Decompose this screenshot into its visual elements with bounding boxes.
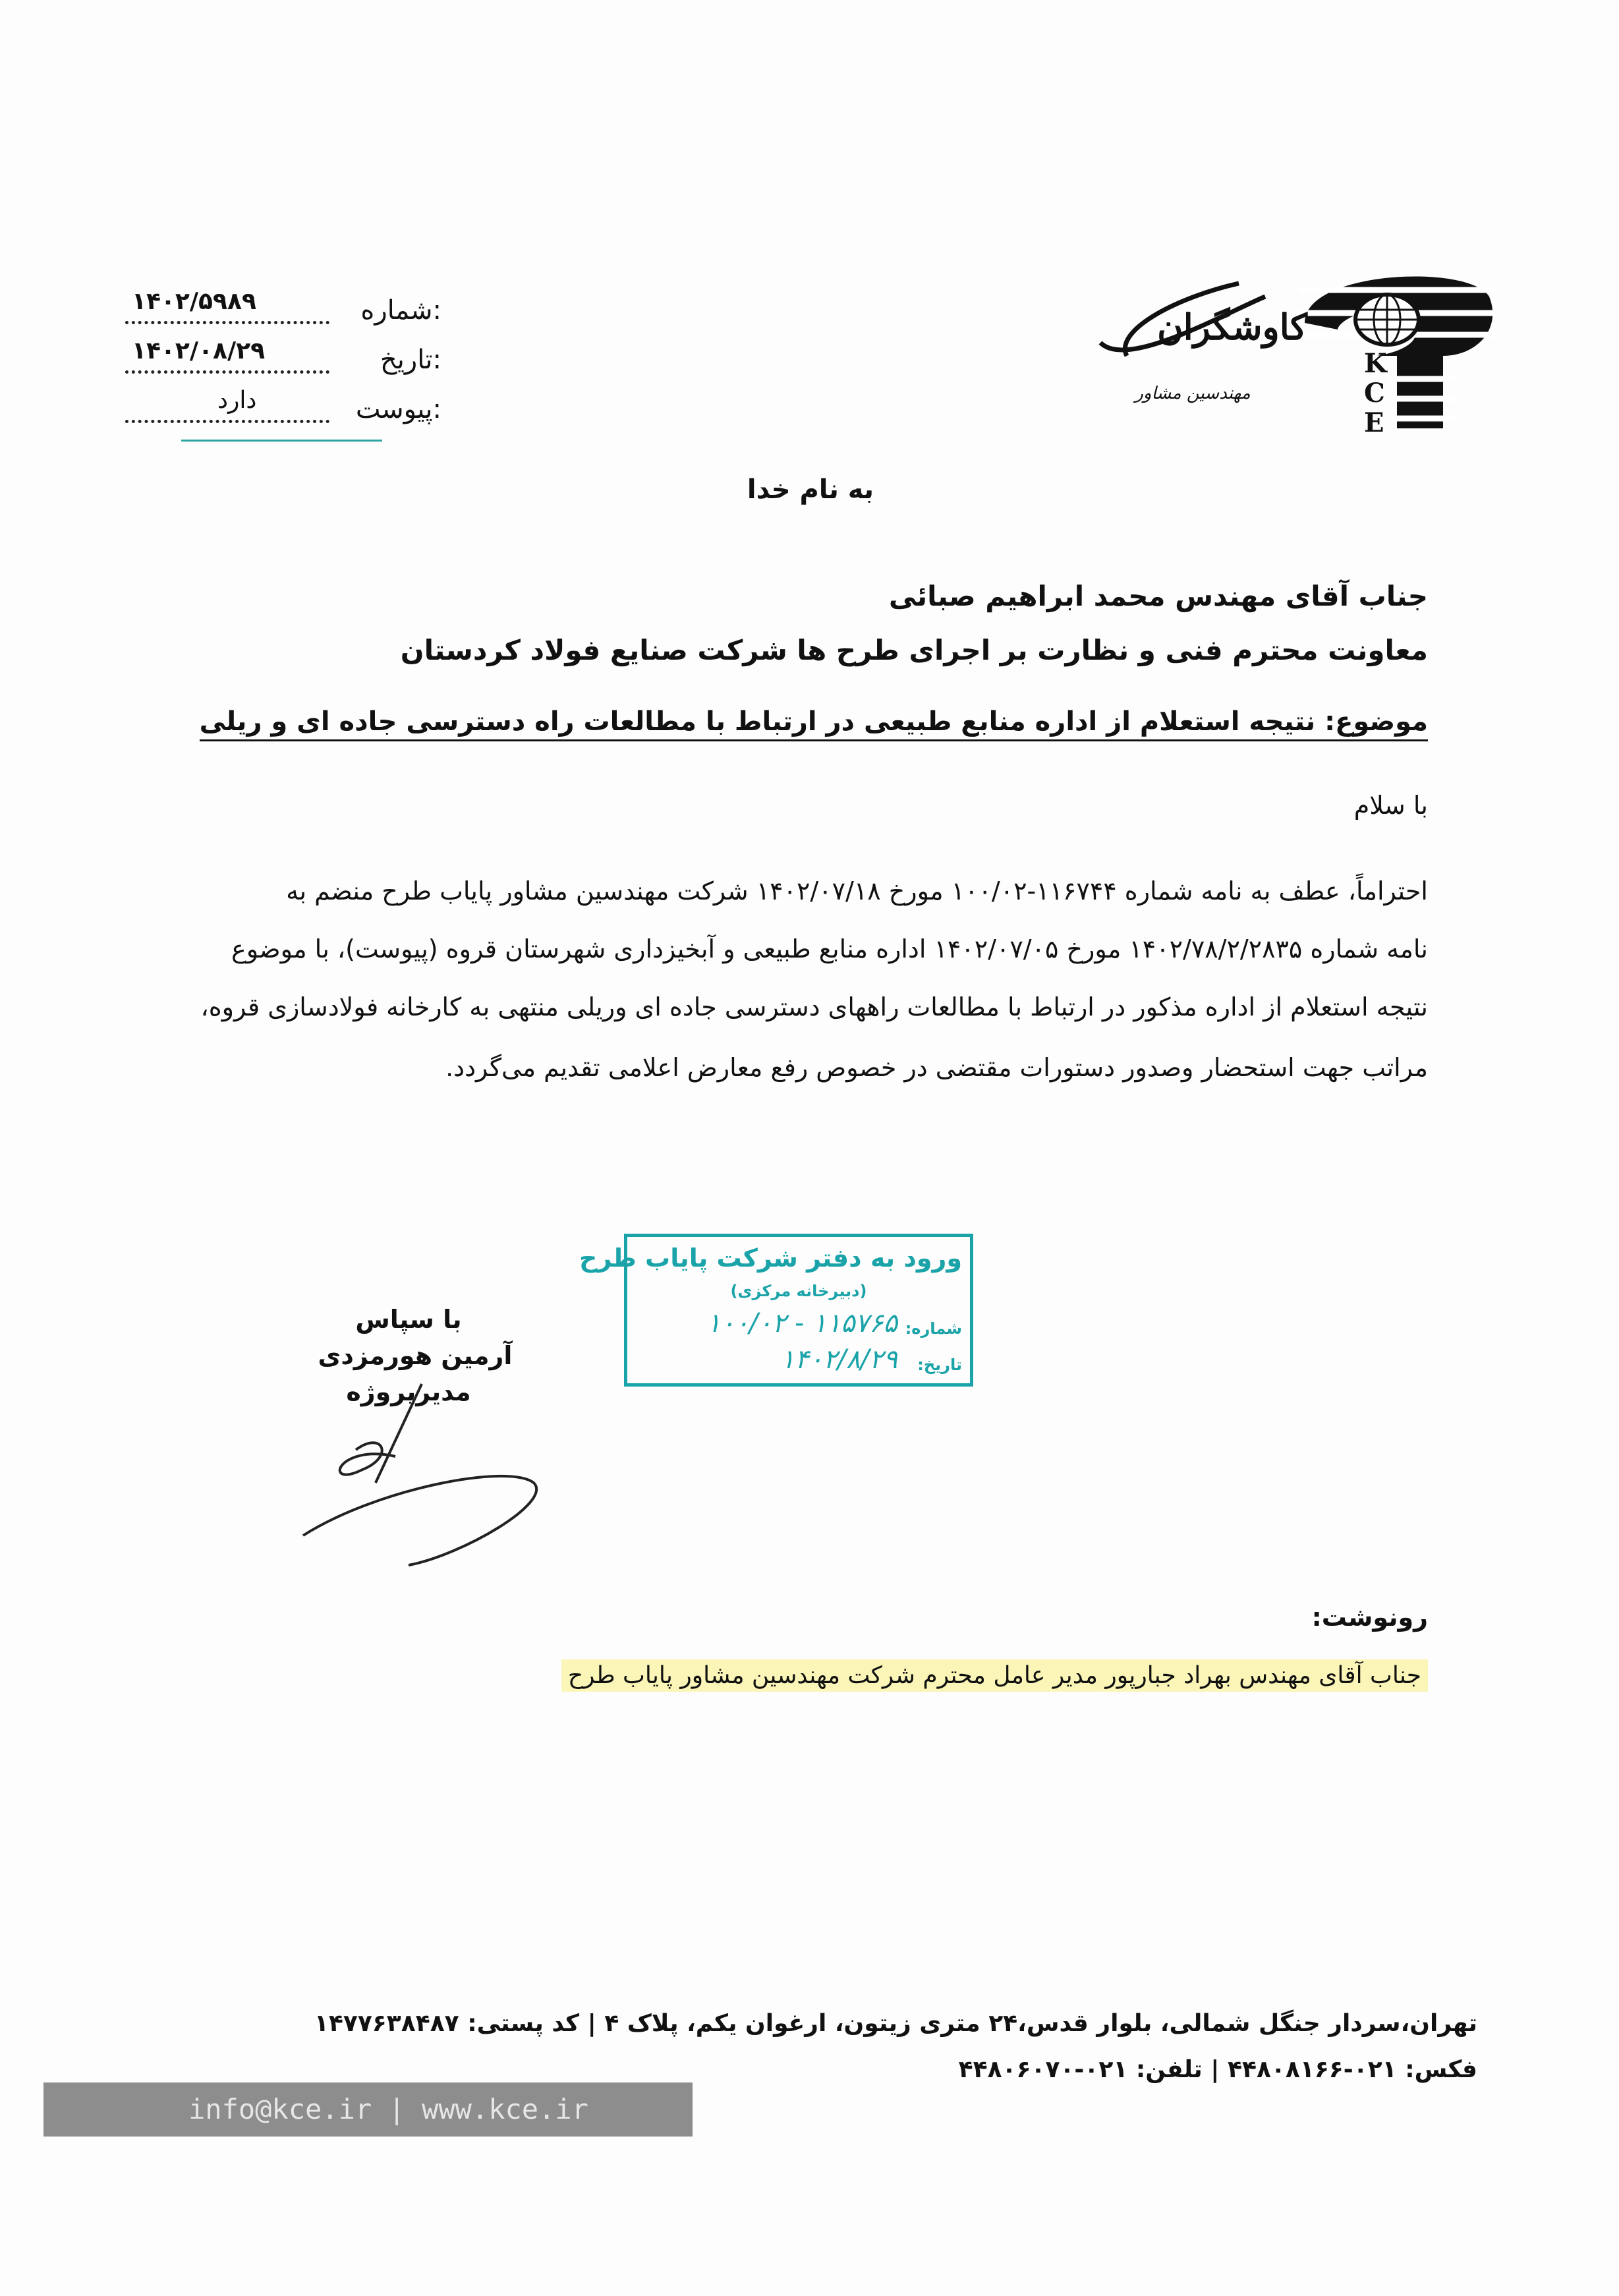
svg-text:E: E	[1364, 407, 1384, 435]
website-link[interactable]: www.kce.ir	[422, 2093, 588, 2125]
signer-name: آرمین هورمزدی	[318, 1341, 513, 1370]
cc-recipient: جناب آقای مهندس بهراد جبارپور مدیر عامل محترم شرکت مهندسین مشاور پایاب طرح	[561, 1659, 1428, 1692]
receipt-stamp	[579, 1234, 973, 1387]
letter-number-value: ۱۴۰۲/۵۹۸۹	[132, 288, 256, 315]
fax-number: ۰۲۱-۴۴۸۰۸۱۶۶	[1228, 2056, 1397, 2083]
divider: |	[388, 2093, 405, 2125]
closing: با سپاس	[355, 1305, 462, 1334]
footer-address-line	[314, 2010, 1477, 2037]
subject-line: موضوع: نتیجه استعلام از اداره منابع طبیعی در ارتباط با مطالعات راه دسترسی جاده ای و ریلی	[200, 706, 1428, 741]
footer-contact-line	[959, 2056, 1477, 2083]
svg-text:کاوشگران: کاوشگران	[1157, 306, 1307, 348]
postal-code: ۱۴۷۷۶۳۸۴۸۷	[314, 2010, 459, 2037]
dotted-line	[125, 321, 329, 324]
stamp-date-value: ۱۴۰۲/۸/۲۹	[780, 1344, 897, 1375]
handwritten-signature-icon	[297, 1371, 547, 1568]
pen-underline	[181, 440, 382, 442]
company-logo	[1087, 257, 1496, 435]
cc-label: رونوشت:	[1311, 1603, 1428, 1632]
body-line: نامه شماره ۱۴۰۲/۷۸/۲/۲۸۳۵ مورخ ۱۴۰۲/۰۷/۰۵ اداره منابع طبیعی و آبخیزداری شهرستان قروه (پیوست)، با موضوع	[231, 934, 1428, 963]
fax-label: فکس:	[1405, 2056, 1477, 2083]
body-line: مراتب جهت استحضار وصدور دستورات مقتضی در خصوص رفع معارض اعلامی تقدیم می‌گردد.	[445, 1053, 1428, 1082]
body-line: احتراماً، عطف به نامه شماره ۱۱۶۷۴۴-۱۰۰/۰۲ مورخ ۱۴۰۲/۰۷/۱۸ شرکت مهندسین مشاور پایاب طرح منضم به	[286, 876, 1428, 905]
kce-logo-icon	[1087, 257, 1496, 435]
addressee-name: جناب آقای مهندس محمد ابراهیم صبائی	[888, 580, 1428, 612]
stamp-subtitle: (دبیرخانه مرکزی)	[730, 1282, 867, 1300]
svg-text:K: K	[1364, 348, 1387, 379]
divider: |	[1202, 2056, 1220, 2083]
svg-text:C: C	[1364, 378, 1385, 409]
addressee-title: معاونت محترم فنی و نظارت بر اجرای طرح ها شرکت صنایع فولاد کردستان	[400, 634, 1428, 666]
letter-number-label: شماره:	[360, 295, 441, 326]
footer-address: تهران،سردار جنگل شمالی، بلوار قدس،۲۴ متری زیتون، ارغوان یکم، پلاک ۴	[604, 2010, 1477, 2037]
email-link[interactable]: info@kce.ir	[188, 2093, 372, 2125]
attachment-field	[125, 382, 441, 428]
letter-date-field	[125, 333, 441, 379]
svg-text:مهندسین مشاور: مهندسین مشاور	[1135, 384, 1251, 403]
dotted-line	[125, 420, 329, 423]
phone-number: ۰۲۱-۴۴۸۰۶۰۷۰	[958, 2056, 1128, 2083]
attachment-label: پیوست:	[355, 394, 441, 424]
footer-web-bar	[43, 2082, 693, 2137]
attachment-value: دارد	[217, 387, 257, 414]
invocation: به نام خدا	[747, 474, 874, 505]
signer-title: مدیرپروژه	[346, 1377, 471, 1406]
letter-date-value: ۱۴۰۲/۰۸/۲۹	[132, 337, 266, 364]
divider: |	[579, 2010, 596, 2037]
body-line: نتیجه استعلام از اداره مذکور در ارتباط با مطالعات راههای دسترسی جاده ای وریلی منتهی به کارخانه فولادسازی قروه،	[200, 992, 1428, 1021]
postal-code-label: کد پستی:	[467, 2010, 580, 2037]
stamp-number-value: ۱۱۵۷۶۵ - ۱۰۰/۰۲	[706, 1308, 897, 1338]
dotted-line	[125, 370, 329, 374]
greeting: با سلام	[1353, 791, 1428, 820]
phone-label: تلفن:	[1135, 2056, 1203, 2083]
letter-date-label: تاریخ:	[380, 345, 441, 375]
stamp-title: ورود به دفتر شرکت پایاب طرح	[579, 1244, 962, 1273]
letter-number-field	[125, 283, 441, 330]
stamp-number-label: شماره:	[905, 1319, 962, 1338]
stamp-date-label: تاریخ:	[917, 1356, 962, 1374]
